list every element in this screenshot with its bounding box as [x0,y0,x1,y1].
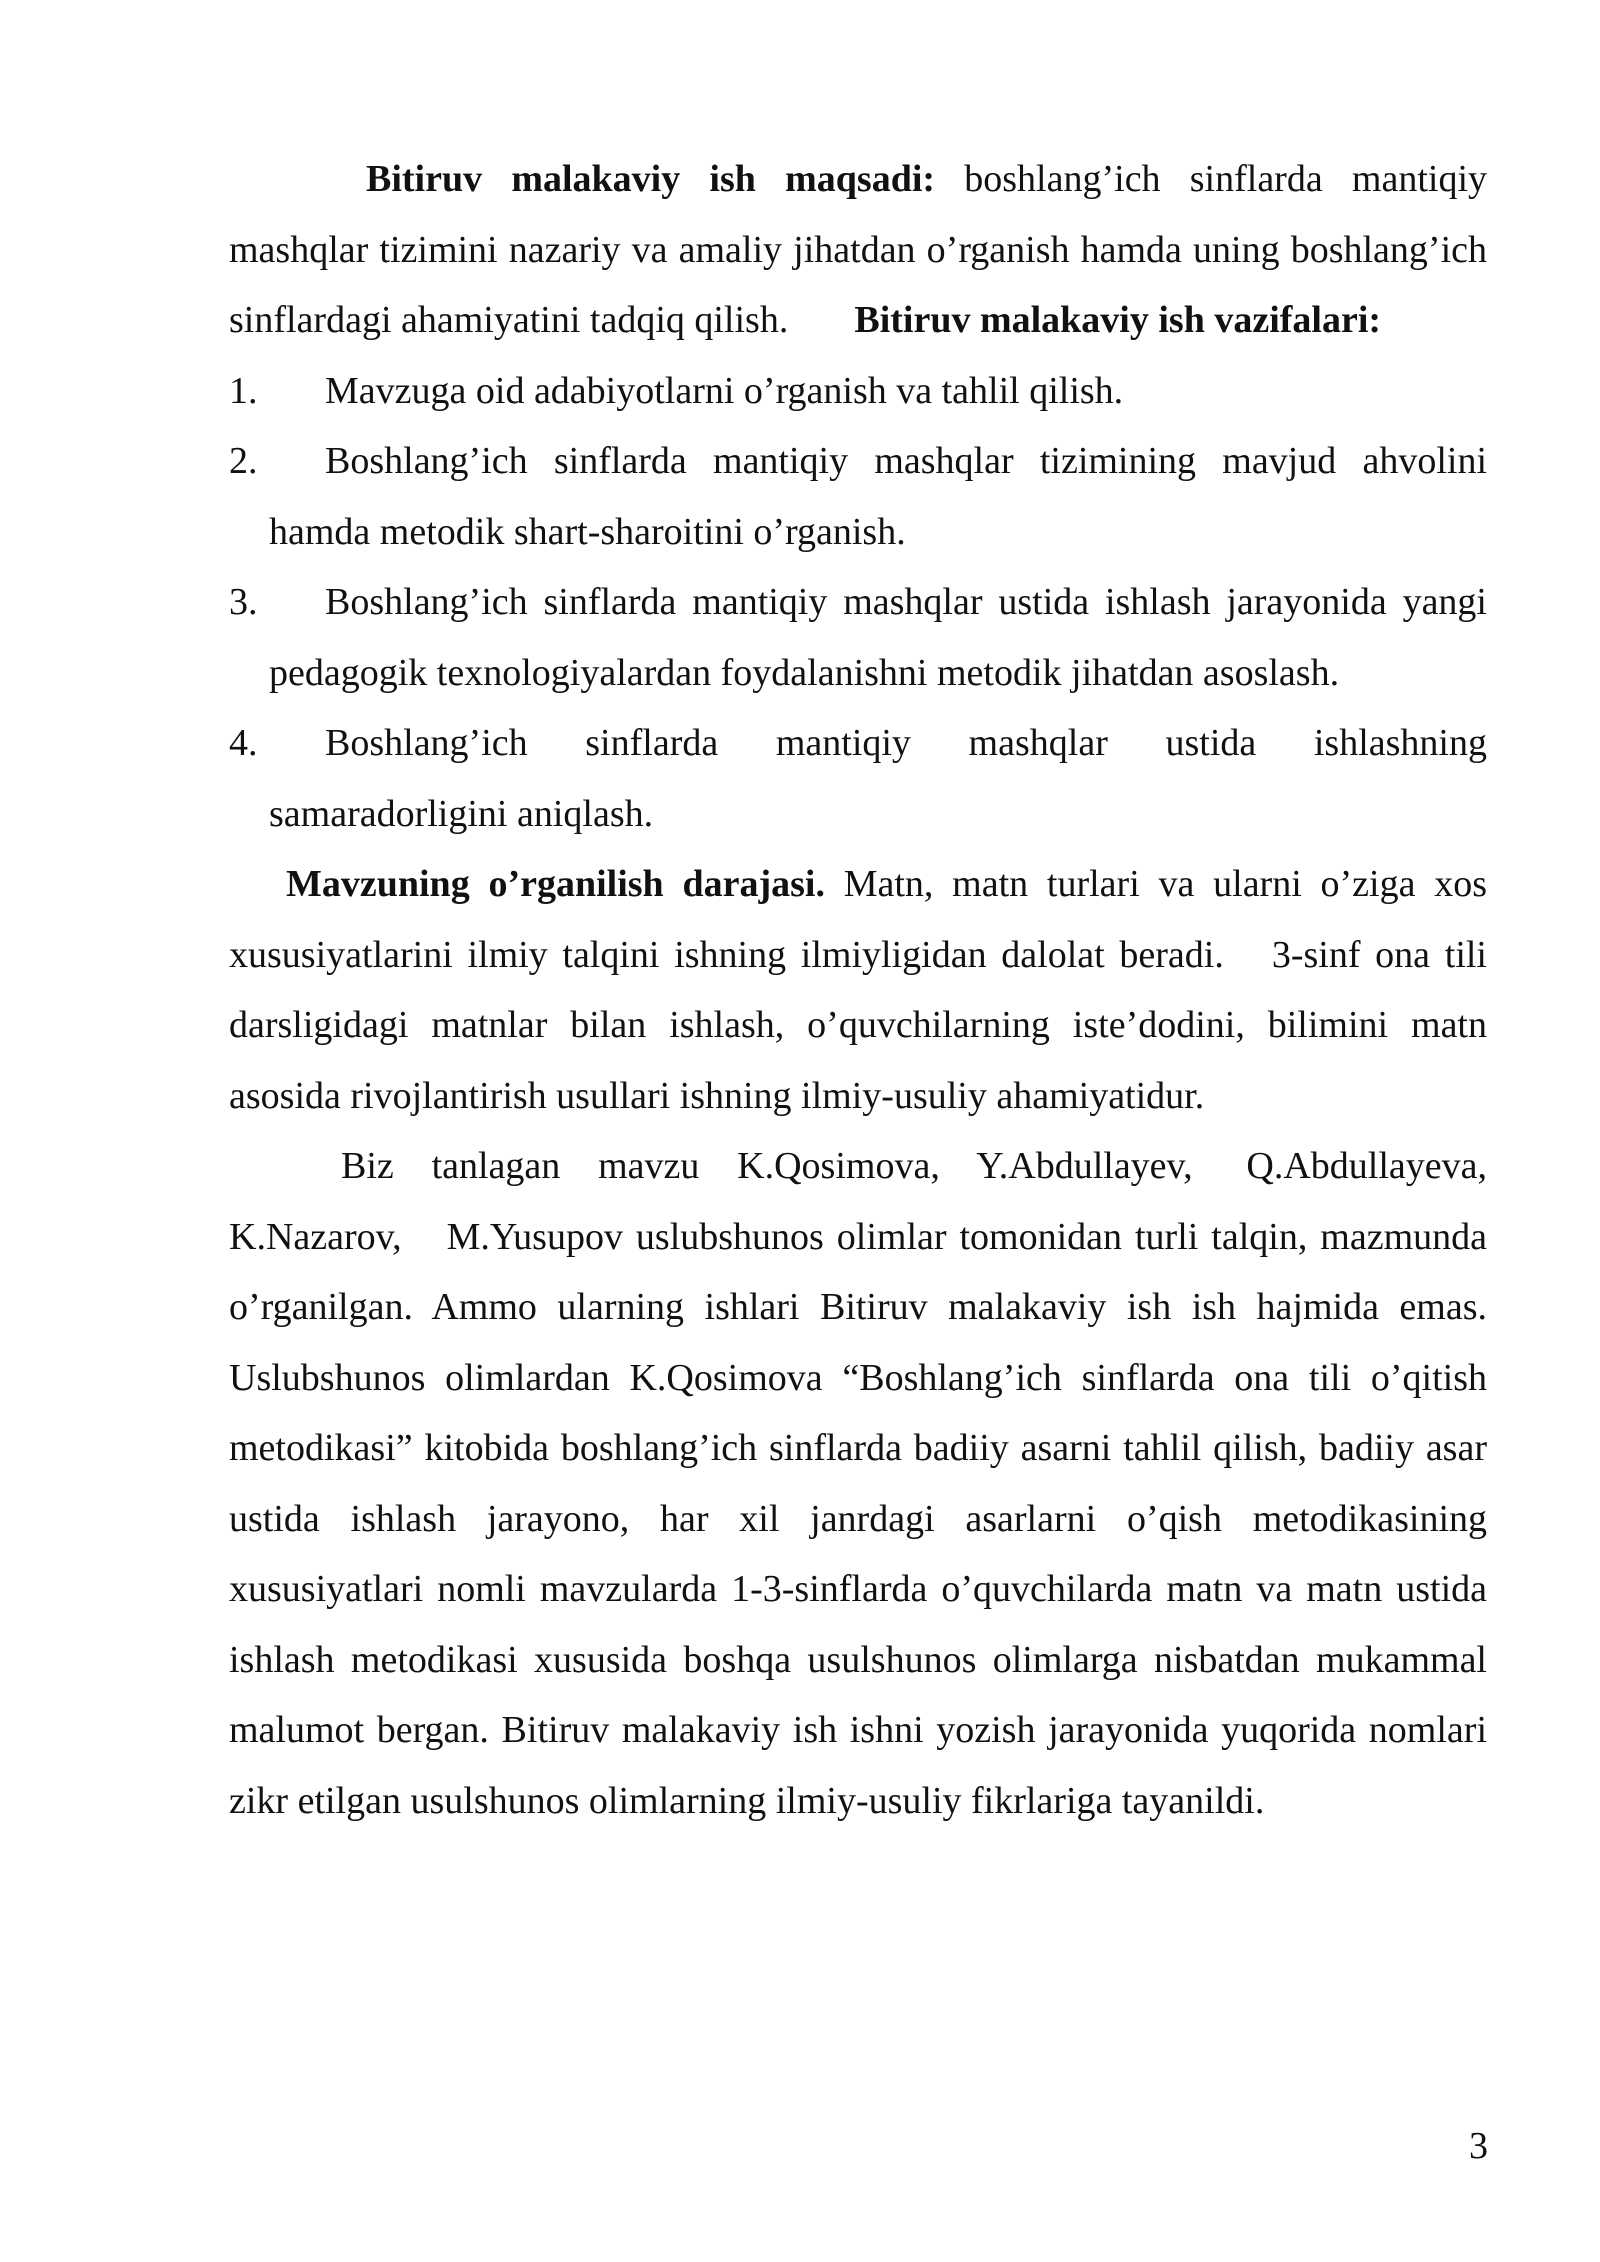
tasks-heading: Bitiruv malakaviy ish vazifalari: [854,299,1382,341]
list-item [229,356,1487,427]
topic-text-3: M.Yusupov uslubshunos olimlar tomonidan turli talqin, mazmunda o’rganilgan. Ammo ularning ishlari Bitiruv malakaviy ish ish hajmida emas. Uslubshunos olimlardan K.Qosimova “Boshlang’ich sinflarda ona tili o’qitish metodikasi” kitobida boshlang’ich sinflarda badiiy asarni tahlil qilish, badiiy asar ustida ishlash jarayono, har xil janrdagi asarlarni o’qish metodikasining xususiyatlari nomli mavzularda 1-3-sinflarda o’quvchilarda matn va matn ustida ishlash metodikasi xususida boshqa usulshunos olimlarga nisbatdan mukammal malumot bergan. Bitiruv malakaviy ish ishni yozish jarayonida yuqorida nomlari zikr etilgan usulshunos olimlarning ilmiy-usuliy fikrlariga tayanildi. [229,1215,1487,1822]
page-number: 3 [1469,2125,1488,2167]
goal-heading: Bitiruv malakaviy ish maqsadi: [366,158,936,200]
list-item-number: 4. [229,722,258,764]
tasks-list [229,356,1487,850]
list-item-text: Boshlang’ich sinflarda mantiqiy mashqlar ustida ishlash jarayonida yangi pedagogik texnologiyalardan foydalanishni metodik jihatdan asoslash. [269,581,1487,694]
list-item [229,426,1487,567]
list-item-number: 1. [229,369,258,412]
topic-paragraph [229,1131,1487,1836]
list-item [229,708,1487,849]
list-item-text: Boshlang’ich sinflarda mantiqiy mashqlar ustida ishlashning samaradorligini aniqlash. [269,722,1487,835]
list-item-number: 2. [229,440,258,482]
goal-paragraph [229,144,1487,356]
list-item-number: 3. [229,581,258,623]
list-item-text: Mavzuga oid adabiyotlarni o’rganish va tahlil qilish. [325,369,1124,412]
topic-text-2: Q.Abdullayeva, K.Nazarov, [229,1145,1488,1258]
page-body [229,144,1487,1836]
topic-text-1: Biz tanlagan mavzu K.Qosimova, Y.Abdullayev, [341,1145,1193,1187]
list-item-text: Boshlang’ich sinflarda mantiqiy mashqlar tizimining mavjud ahvolini hamda metodik shart-sharoitini o’rganish. [269,440,1487,553]
degree-text-1: Matn, matn turlari va ularni o’ziga xos xususiyatlarini ilmiy talqini ishning ilmiyligidan dalolat beradi. [229,863,1488,976]
degree-paragraph [229,849,1487,1131]
goal-text: boshlang’ich sinflarda mantiqiy mashqlar tizimini nazariy va amaliy jihatdan o’rganish hamda uning boshlang’ich sinflardagi ahamiyatini tadqiq qilish. [229,158,1488,341]
list-item [229,567,1487,708]
degree-text-2: 3-sinf ona tili darsligidagi matnlar bilan ishlash, o’quvchilarning iste’dodini, bilimini matn asosida rivojlantirish usullari ishning ilmiy-usuliy ahamiyatidur. [229,933,1487,1117]
degree-heading: Mavzuning o’rganilish darajasi. [286,863,825,905]
